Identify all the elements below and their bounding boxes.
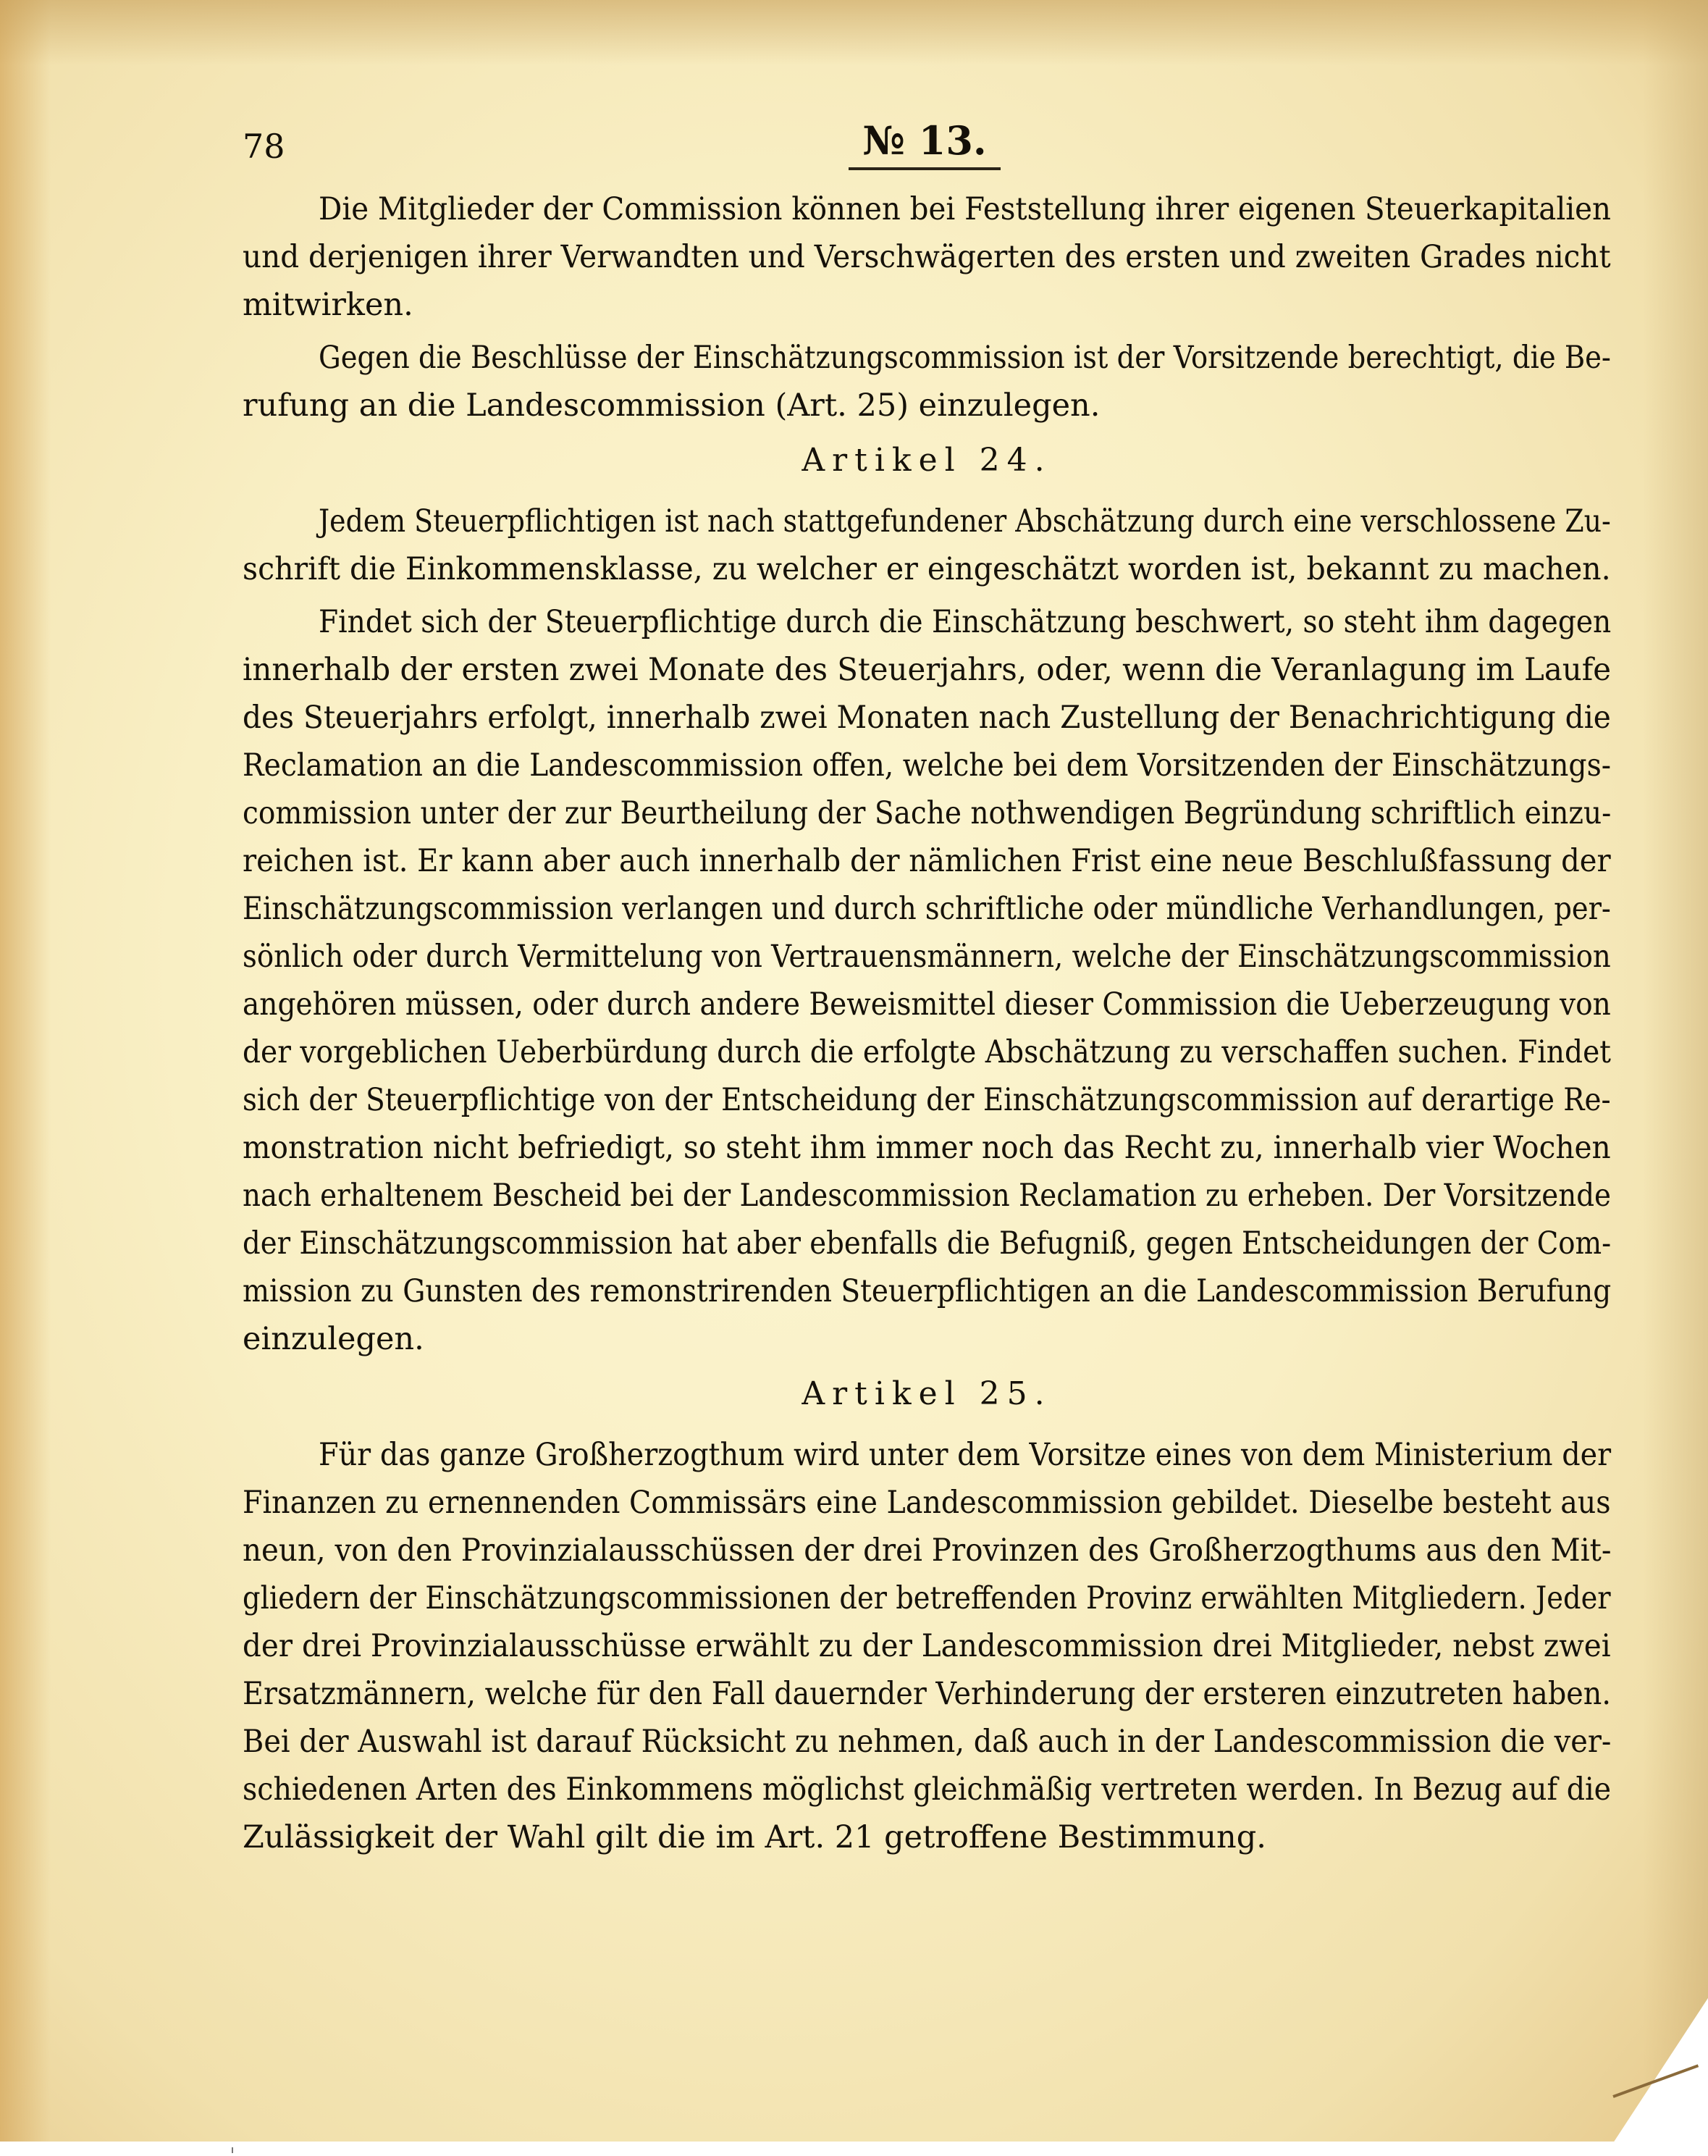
page-header <box>243 116 1611 185</box>
text-line: Einschätzungscommission verlangen und durch schriftliche oder mündliche Verhandlungen, per- <box>243 891 1611 927</box>
text-line: neun, von den Provinzialausschüssen der drei Provinzen des Großherzogthums aus den Mit- <box>243 1532 1612 1569</box>
text-line: Gegen die Beschlüsse der Einschätzungscommission ist der Vorsitzende berechtigt, die Be- <box>319 340 1611 376</box>
text-line: schrift die Einkommensklasse, zu welcher er eingeschätzt worden ist, bekannt zu machen. <box>243 551 1611 587</box>
paper-edge-left <box>0 0 51 2142</box>
text-line: gliedern der Einschätzungscommissionen der betreffenden Provinz erwählten Mitgliedern. Jeder <box>243 1580 1611 1616</box>
text-line: rufung an die Landescommission (Art. 25) einzulegen. <box>243 387 1101 424</box>
text-line: innerhalb der ersten zwei Monate des Steuerjahrs, oder, wenn die Veranlagung im Laufe <box>243 652 1612 688</box>
text-line: und derjenigen ihrer Verwandten und Verschwägerten des ersten und zweiten Grades nicht <box>243 239 1611 275</box>
paragraph <box>243 185 1611 329</box>
paragraph <box>243 334 1611 429</box>
text-line: sönlich oder durch Vermittelung von Vertrauensmännern, welche der Einschätzungscommission <box>243 939 1611 975</box>
paragraph <box>243 1431 1611 1861</box>
page-content <box>243 0 1611 1861</box>
text-line: einzulegen. <box>243 1321 424 1357</box>
text-line: sich der Steuerpflichtige von der Entscheidung der Einschätzungscommission auf derartige Re- <box>243 1082 1611 1118</box>
paragraph <box>243 598 1611 1363</box>
text-line: Finanzen zu ernennenden Commissärs eine Landescommission gebildet. Dieselbe besteht aus <box>243 1485 1611 1521</box>
text-line: angehören müssen, oder durch andere Beweismittel dieser Commission die Ueberzeugung von <box>243 986 1611 1023</box>
text-line: Die Mitglieder der Commission können bei Feststellung ihrer eigenen Steuerkapitalien <box>319 191 1611 227</box>
issue-number: № 13. <box>862 117 987 164</box>
text-line: monstration nicht befriedigt, so steht ihm immer noch das Recht zu, innerhalb vier Wochen <box>243 1130 1611 1166</box>
article-heading: Artikel 24. <box>802 442 1052 479</box>
article-heading: Artikel 25. <box>802 1375 1052 1412</box>
text-line: schiedenen Arten des Einkommens möglichst gleichmäßig vertreten werden. In Bezug auf die <box>243 1771 1612 1808</box>
paper-edge-right <box>1643 0 1708 2142</box>
text-line: der Einschätzungscommission hat aber ebenfalls die Befugniß, gegen Entscheidungen der Com- <box>243 1225 1612 1262</box>
paragraph <box>243 498 1611 593</box>
text-line: der vorgeblichen Ueberbürdung durch die erfolgte Abschätzung zu verschaffen suchen. Findet <box>243 1034 1611 1070</box>
text-line: Jedem Steuerpflichtigen ist nach stattgefundener Abschätzung durch eine verschlossene Zu- <box>319 503 1611 540</box>
text-line: Ersatzmännern, welche für den Fall dauernder Verhinderung der ersteren einzutreten haben. <box>243 1676 1611 1712</box>
text-line: mission zu Gunsten des remonstrirenden Steuerpflichtigen an die Landescommission Berufung <box>243 1273 1612 1309</box>
text-line: nach erhaltenem Bescheid bei der Landescommission Reclamation zu erheben. Der Vorsitzende <box>243 1178 1611 1214</box>
issue-block <box>849 116 1001 170</box>
page-number: 78 <box>243 127 285 166</box>
text-line: der drei Provinzialausschüsse erwählt zu der Landescommission drei Mitglieder, nebst zwei <box>243 1628 1611 1664</box>
text-line: Findet sich der Steuerpflichtige durch die Einschätzung beschwert, so steht ihm dagegen <box>319 604 1612 640</box>
text-line: des Steuerjahrs erfolgt, innerhalb zwei Monaten nach Zustellung der Benachrichtigung die <box>243 700 1611 736</box>
text-line: commission unter der zur Beurtheilung der Sache nothwendigen Begründung schriftlich einzu- <box>243 795 1612 831</box>
text-line: Reclamation an die Landescommission offen, welche bei dem Vorsitzenden der Einschätzungs- <box>243 747 1612 784</box>
header-rule <box>849 167 1001 170</box>
text-line: reichen ist. Er kann aber auch innerhalb der nämlichen Frist eine neue Beschlußfassung der <box>243 843 1611 879</box>
text-line: mitwirken. <box>243 287 413 323</box>
text-line: Zulässigkeit der Wahl gilt die im Art. 21 getroffene Bestimmung. <box>243 1819 1266 1855</box>
text-line: Bei der Auswahl ist darauf Rücksicht zu nehmen, daß auch in der Landescommission die ver- <box>243 1724 1612 1760</box>
text-line: Für das ganze Großherzogthum wird unter dem Vorsitze eines von dem Ministerium der <box>319 1437 1612 1473</box>
scan-mark <box>232 2147 233 2153</box>
